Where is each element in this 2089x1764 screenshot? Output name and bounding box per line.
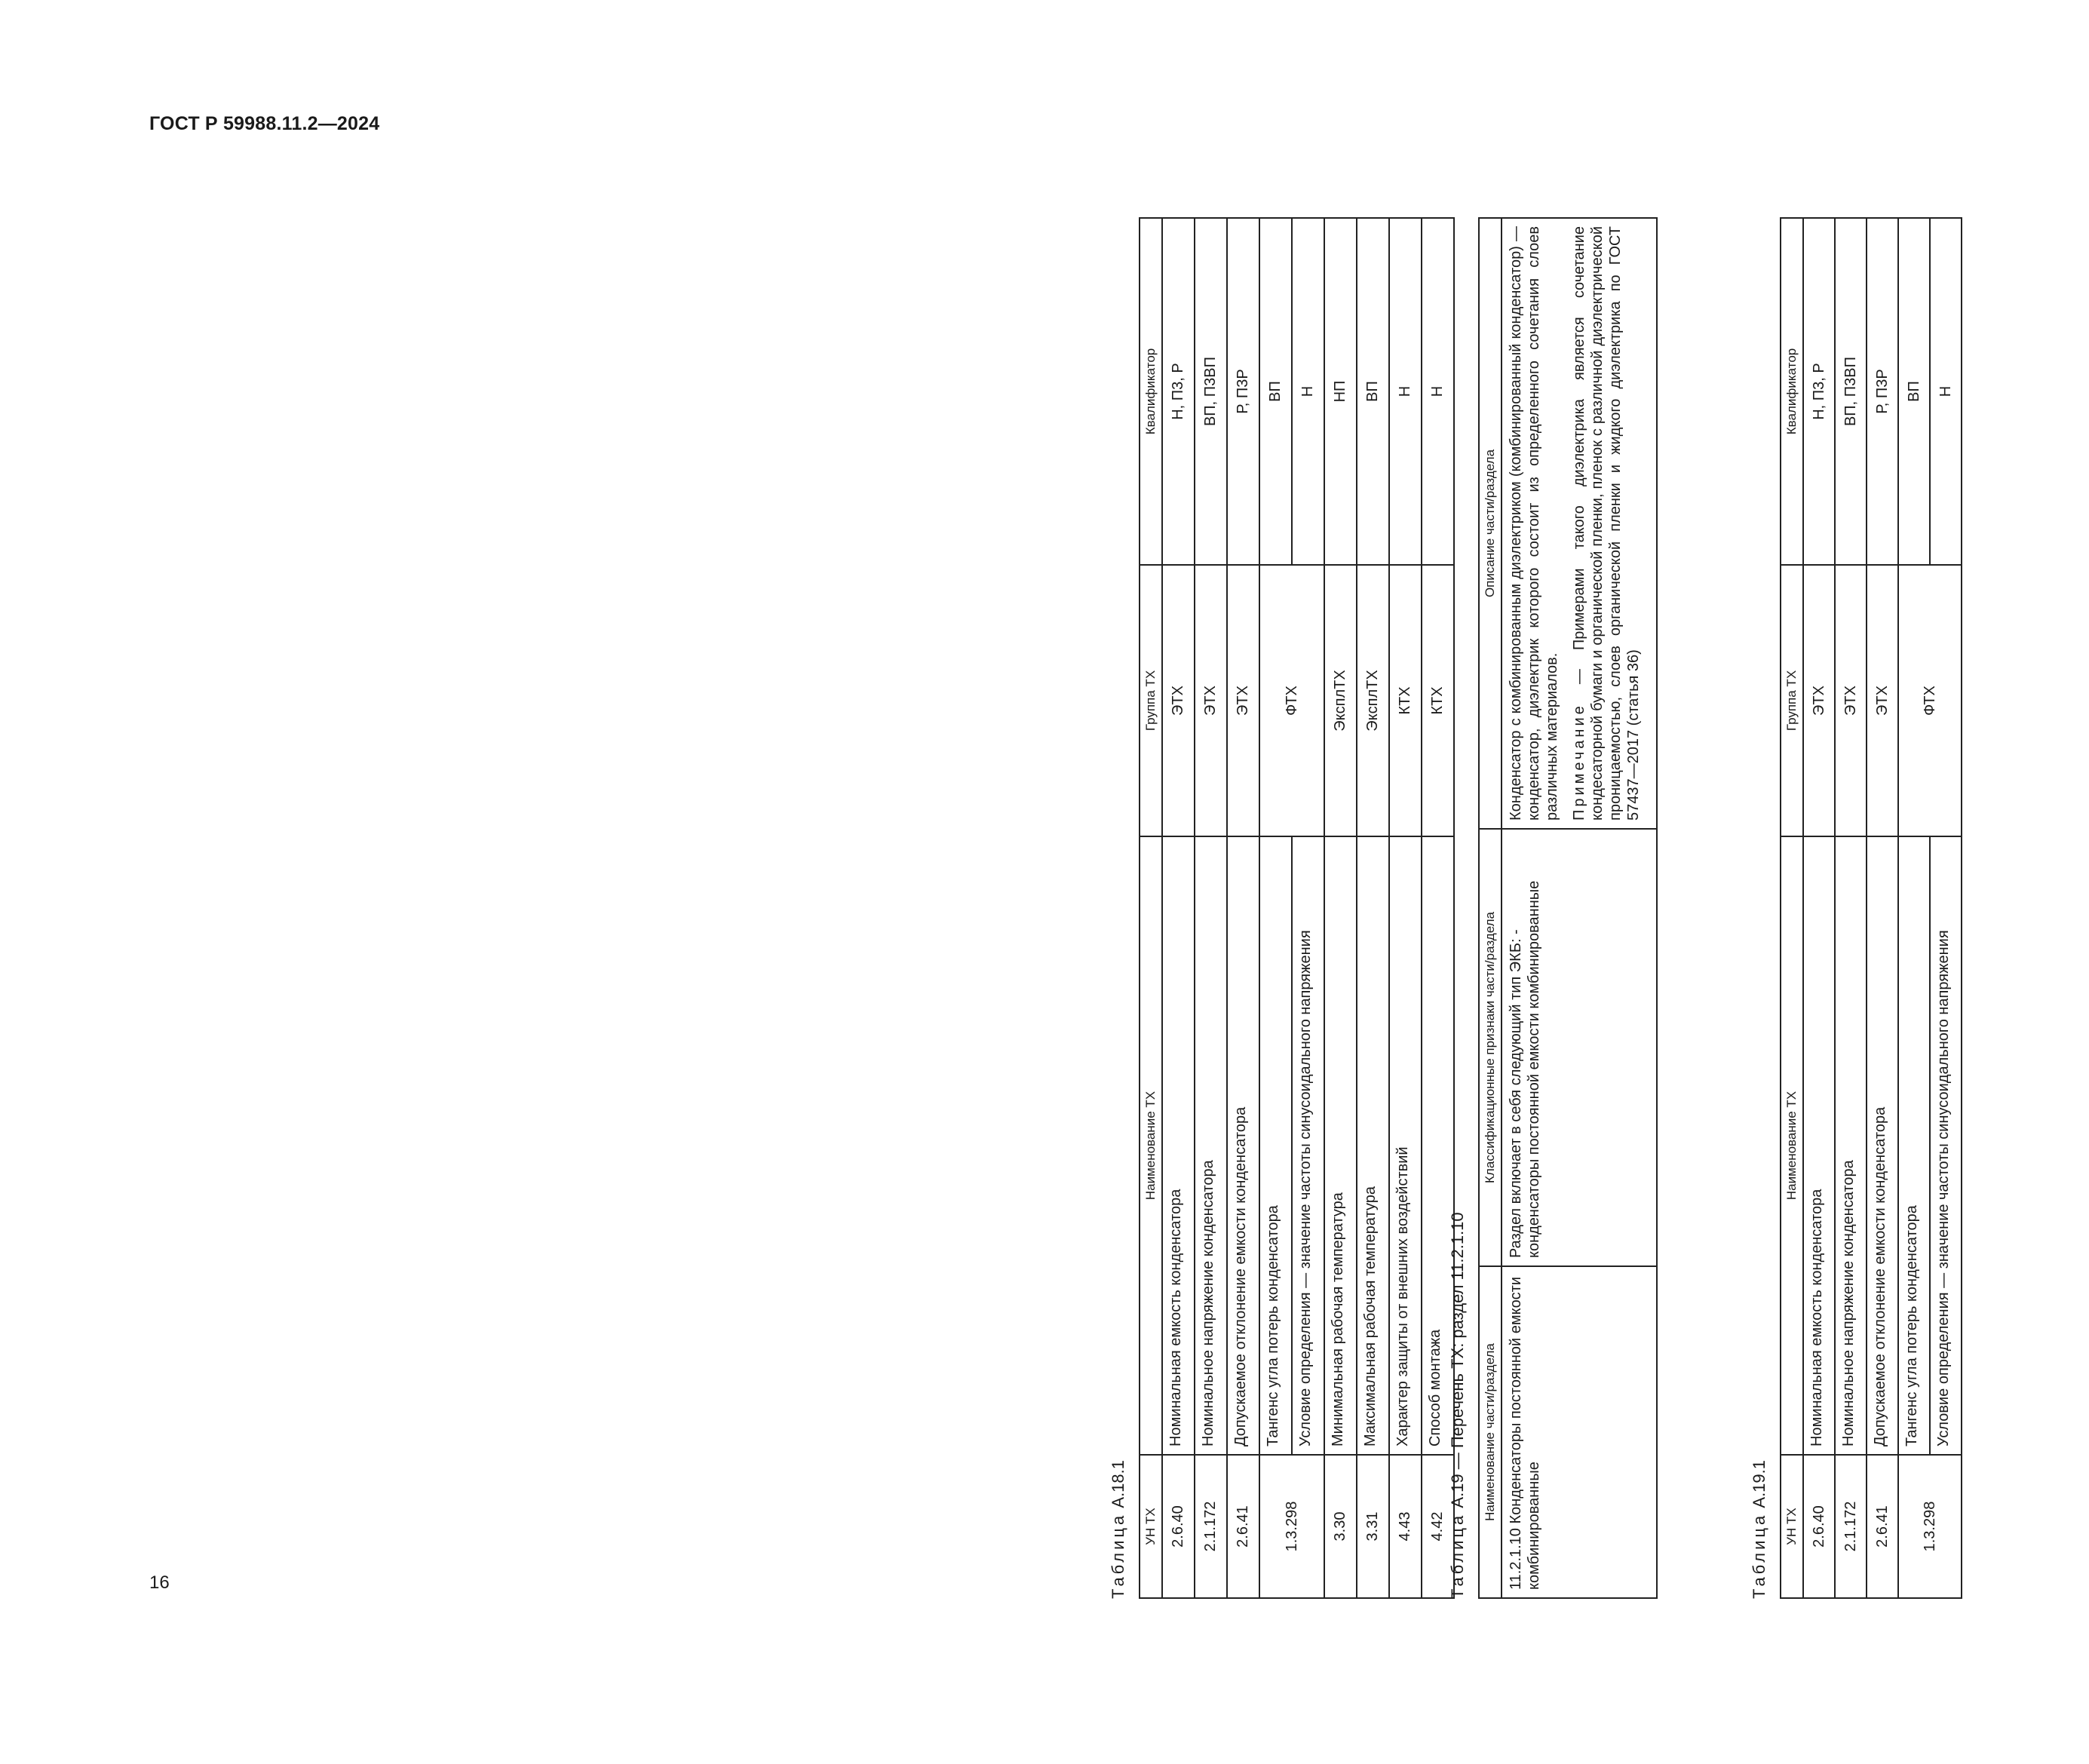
- cell-qualifier: Н: [1292, 218, 1324, 565]
- table-row: [1803, 218, 1835, 1598]
- table-header-row: [1479, 218, 1502, 1598]
- note-text: — Примерами такого диэлектрика является сочетание кондесаторной бумаги и органической пленки, пленок с различной диэлектрической проницаемостью, слоев органической пленки и жидкого диэлектрика по ГОСТ 57437—2017 (статья 36): [1571, 226, 1642, 821]
- cell-qualifier: Н, П3, Р: [1162, 218, 1195, 565]
- cell-code: 1.3.298: [1898, 1455, 1962, 1598]
- cell-name: Характер защиты от внешних воздействий: [1389, 836, 1422, 1455]
- table-subrow: [1930, 218, 1962, 1598]
- cell-description: [1502, 218, 1657, 829]
- cell-code: 2.6.40: [1162, 1455, 1195, 1598]
- cell-group: ЭТХ: [1803, 565, 1835, 836]
- cell-name: Тангенс угла потерь конденсатора: [1259, 836, 1292, 1455]
- table-row: [1195, 218, 1227, 1598]
- cell-code: 2.1.172: [1195, 1455, 1227, 1598]
- table-row: [1357, 218, 1389, 1598]
- col-header-code: УН ТХ: [1140, 1455, 1162, 1598]
- cell-group: ЭксплТХ: [1324, 565, 1357, 836]
- col-header-features: Классификационные признаки части/раздела: [1479, 829, 1502, 1266]
- cell-qualifier: ВП: [1357, 218, 1389, 565]
- cell-name: Условие определения — значение частоты синусоидального напряжения: [1930, 836, 1962, 1455]
- cell-group: ЭТХ: [1162, 565, 1195, 836]
- cell-code: 3.30: [1324, 1455, 1357, 1598]
- cell-name: Максимальная рабочая температура: [1357, 836, 1389, 1455]
- table-row: [1867, 218, 1898, 1598]
- cell-code: 4.43: [1389, 1455, 1422, 1598]
- table-row: [1162, 218, 1195, 1598]
- cell-qualifier: Н: [1930, 218, 1962, 565]
- cell-group: ЭТХ: [1195, 565, 1227, 836]
- cell-code: 2.1.172: [1835, 1455, 1867, 1598]
- col-header-group: Группа ТХ: [1140, 565, 1162, 836]
- table-a19-caption: Таблица А.19 — Перечень ТХ: раздел 11.2.1.10: [1448, 1212, 1467, 1599]
- cell-qualifier: Н, П3, Р: [1803, 218, 1835, 565]
- table-row: [1389, 218, 1422, 1598]
- col-header-part: Наименование части/раздела: [1479, 1266, 1502, 1598]
- cell-qualifier: ВП: [1259, 218, 1292, 565]
- cell-qualifier: ВП: [1898, 218, 1930, 565]
- table-row: [1227, 218, 1259, 1598]
- col-header-code: УН ТХ: [1781, 1455, 1803, 1598]
- cell-group: КТХ: [1389, 565, 1422, 836]
- cell-qualifier: ВП, П3ВП: [1195, 218, 1227, 565]
- table-a18-1-caption: Таблица А.18.1: [1109, 1460, 1127, 1599]
- cell-name: Номинальное напряжение конденсатора: [1195, 836, 1227, 1455]
- cell-group: ФТХ: [1259, 565, 1324, 836]
- col-header-qualifier: Квалификатор: [1140, 218, 1162, 565]
- cell-qualifier: Р, П3Р: [1867, 218, 1898, 565]
- cell-name: Номинальное напряжение конденсатора: [1835, 836, 1867, 1455]
- rotated-content: [1109, 166, 2089, 1599]
- table-row: [1324, 218, 1357, 1598]
- col-header-name: Наименование ТХ: [1781, 836, 1803, 1455]
- table-row: [1259, 218, 1292, 1598]
- cell-qualifier: НП: [1324, 218, 1357, 565]
- table-row: [1502, 218, 1657, 1598]
- cell-qualifier: Н: [1422, 218, 1454, 565]
- cell-name: Тангенс угла потерь конденсатора: [1898, 836, 1930, 1455]
- cell-features: Раздел включает в себя следующий тип ЭКБ: - конденсаторы постоянной емкости комбинированные: [1502, 829, 1657, 1266]
- cell-code: 1.3.298: [1259, 1455, 1324, 1598]
- cell-name: Способ монтажа: [1422, 836, 1454, 1455]
- cell-name: Номинальная емкость конденсатора: [1803, 836, 1835, 1455]
- description-note: [1570, 226, 1643, 821]
- note-label: Примечание: [1571, 703, 1587, 821]
- table-a18-1: [1139, 217, 1455, 1599]
- cell-qualifier: ВП, П3ВП: [1835, 218, 1867, 565]
- page-number: 16: [149, 1572, 170, 1593]
- table-header-row: [1781, 218, 1803, 1598]
- cell-code: 4.42: [1422, 1455, 1454, 1598]
- cell-group: КТХ: [1422, 565, 1454, 836]
- cell-code: 3.31: [1357, 1455, 1389, 1598]
- col-header-description: Описание части/раздела: [1479, 218, 1502, 829]
- cell-name: Минимальная рабочая температура: [1324, 836, 1357, 1455]
- cell-part: 11.2.1.10 Конденсаторы постоянной емкости комбинированные: [1502, 1266, 1657, 1598]
- cell-group: ЭТХ: [1227, 565, 1259, 836]
- cell-group: ЭТХ: [1867, 565, 1898, 836]
- cell-name: Допускаемое отклонение емкости конденсатора: [1867, 836, 1898, 1455]
- col-header-name: Наименование ТХ: [1140, 836, 1162, 1455]
- cell-qualifier: Н: [1389, 218, 1422, 565]
- table-header-row: [1140, 218, 1162, 1598]
- cell-name: Номинальная емкость конденсатора: [1162, 836, 1195, 1455]
- cell-group: ЭксплТХ: [1357, 565, 1389, 836]
- document-header: ГОСТ Р 59988.11.2—2024: [149, 113, 380, 134]
- description-text: Конденсатор с комбинированным диэлектриком (комбинированный конденсатор) — конденсатор, диэлектрик которого состоит из определенного сочетания слоев различных материалов.: [1508, 226, 1560, 821]
- cell-code: 2.6.41: [1867, 1455, 1898, 1598]
- cell-group: ЭТХ: [1835, 565, 1867, 836]
- cell-name: Условие определения — значение частоты синусоидального напряжения: [1292, 836, 1324, 1455]
- table-subrow: [1292, 218, 1324, 1598]
- table-row: [1898, 218, 1930, 1598]
- cell-code: 2.6.41: [1227, 1455, 1259, 1598]
- cell-qualifier: Р, П3Р: [1227, 218, 1259, 565]
- cell-name: Допускаемое отклонение емкости конденсатора: [1227, 836, 1259, 1455]
- cell-group: ФТХ: [1898, 565, 1962, 836]
- col-header-group: Группа ТХ: [1781, 565, 1803, 836]
- table-a19-1-caption: Таблица А.19.1: [1750, 1460, 1768, 1599]
- col-header-qualifier: Квалификатор: [1781, 218, 1803, 565]
- table-a19: [1478, 217, 1658, 1599]
- cell-code: 2.6.40: [1803, 1455, 1835, 1598]
- table-a19-1: [1780, 217, 1962, 1599]
- table-row: [1835, 218, 1867, 1598]
